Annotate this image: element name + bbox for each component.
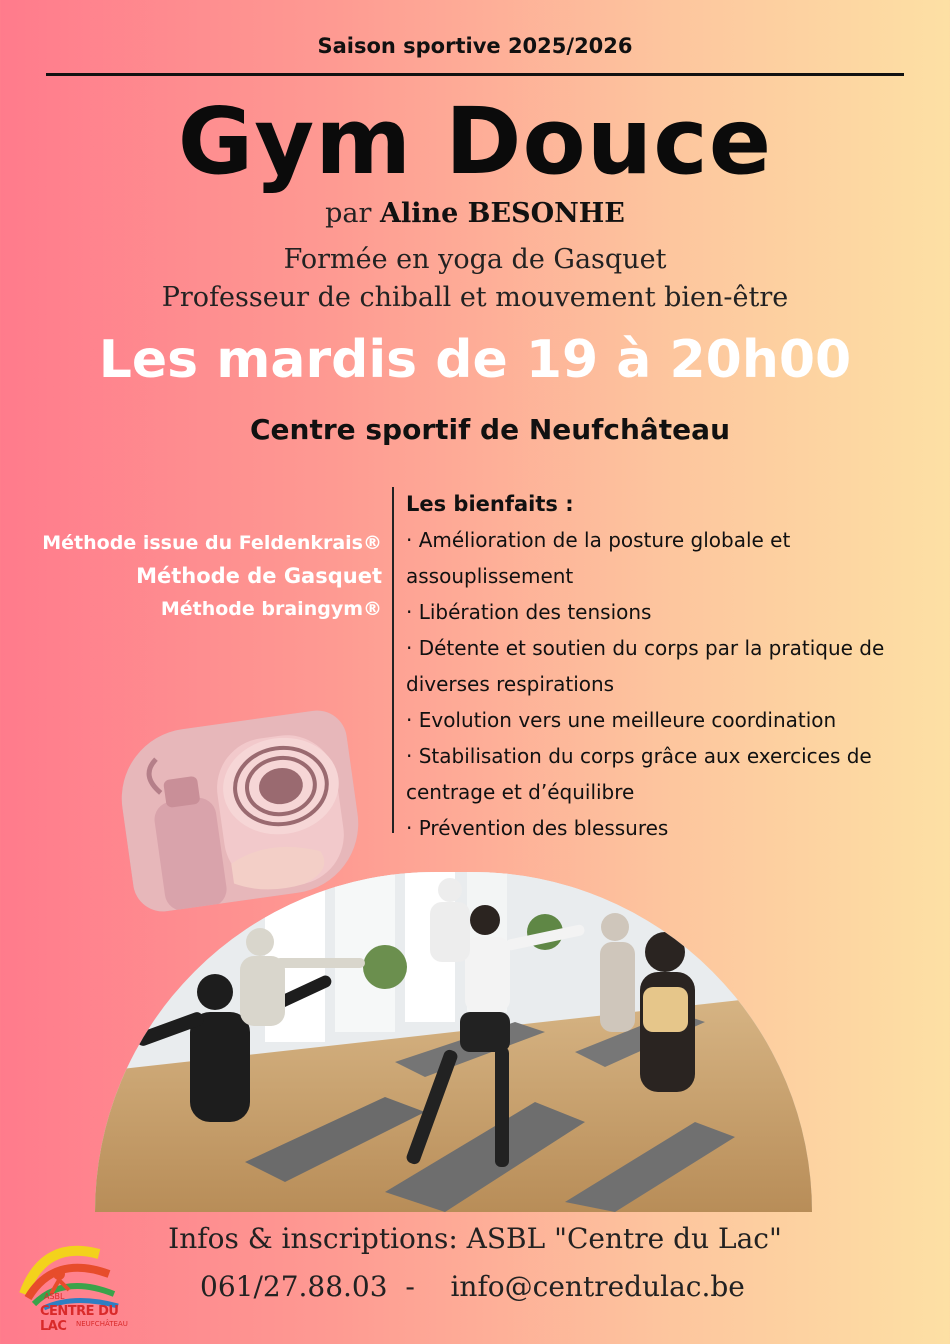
- methods-list: [0, 532, 382, 630]
- info-line: Infos & inscriptions: ASBL "Centre du Lac": [168, 1222, 782, 1255]
- page-title: Gym Douce: [177, 88, 773, 195]
- benefit-item: · Evolution vers une meilleure coordination: [406, 708, 837, 732]
- gym-class-illustration: [95, 872, 812, 1212]
- benefit-item: · Libération des tensions: [406, 600, 652, 624]
- yoga-mat-photo: [113, 707, 368, 916]
- phone-number[interactable]: 061/27.88.03: [200, 1270, 388, 1303]
- benefits-list: [406, 486, 916, 846]
- benefit-item: · Prévention des blessures: [406, 816, 669, 840]
- header-divider: [46, 73, 904, 76]
- column-divider: [392, 487, 394, 833]
- method-item: Méthode braingym®: [160, 598, 382, 620]
- season-label: Saison sportive 2025/2026: [317, 34, 633, 58]
- by-prefix: par: [325, 198, 380, 229]
- method-item: Méthode issue du Feldenkrais®: [42, 532, 382, 554]
- yoga-mat-illustration: [113, 707, 368, 916]
- schedule-time: Les mardis de 19 à 20h00: [98, 330, 852, 390]
- logo-lettering: CENTRE DU LAC: [40, 1304, 119, 1334]
- instructor-name: Aline BESONHE: [380, 198, 625, 229]
- gym-class-photo: [95, 872, 812, 1212]
- contact-separator: -: [387, 1270, 451, 1303]
- email-link[interactable]: info@centredulac.be: [450, 1270, 745, 1303]
- credential-1: Formée en yoga de Gasquet: [283, 244, 667, 275]
- logo-lettering: NEUFCHÂTEAU: [76, 1320, 128, 1328]
- contact-line: [200, 1270, 800, 1303]
- benefit-item: · Stabilisation du corps grâce aux exercices de centrage et d’équilibre: [406, 744, 872, 804]
- method-item: Méthode de Gasquet: [136, 564, 382, 588]
- benefits-heading: Les bienfaits :: [406, 492, 574, 516]
- credential-2: Professeur de chiball et mouvement bien-être: [161, 282, 789, 313]
- benefit-item: · Détente et soutien du corps par la pratique de diverses respirations: [406, 636, 885, 696]
- instructor-line: [0, 198, 950, 229]
- benefit-item: · Amélioration de la posture globale et assouplissement: [406, 528, 791, 588]
- logo-lettering: ASBL: [44, 1292, 65, 1301]
- schedule-location: Centre sportif de Neufchâteau: [249, 413, 731, 446]
